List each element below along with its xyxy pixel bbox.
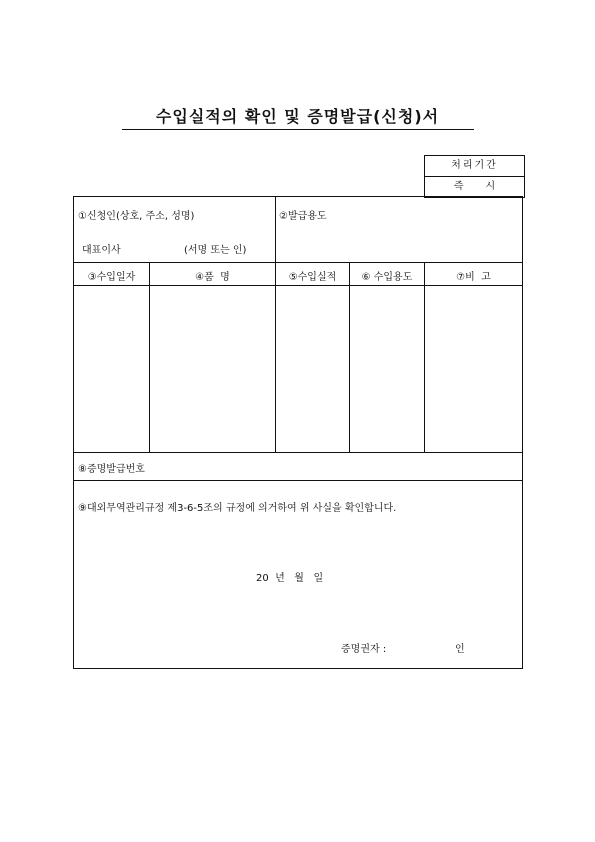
row-divider-header <box>74 285 522 286</box>
col-remarks: ⑦비 고 <box>456 272 491 283</box>
row-divider-applicant <box>74 262 522 263</box>
certifier-label: 증명권자 : <box>341 644 387 655</box>
confirmation-statement: ⑨대외무역관리규정 제3-6-5조의 규정에 의거하여 위 사실을 확인합니다. <box>78 503 397 514</box>
purpose-label: ②발급용도 <box>279 211 327 222</box>
col-divider-1 <box>149 262 150 452</box>
col-import-use: ⑥ 수입용도 <box>361 272 413 283</box>
applicant-label: ①신청인(상호, 주소, 성명) <box>78 211 195 222</box>
document-title: 수입실적의 확인 및 증명발급(신청)서 <box>155 107 440 126</box>
processing-period-header: 처리기간 <box>425 156 524 177</box>
processing-period-box <box>424 155 525 198</box>
processing-period-value: 즉시 <box>453 181 518 192</box>
signature-hint: (서명 또는 인) <box>184 245 247 256</box>
row-divider-cert <box>74 480 522 481</box>
col-item-name: ④품 명 <box>195 272 230 283</box>
application-form <box>73 196 523 669</box>
representative-label: 대표이사 <box>82 245 121 256</box>
certifier-seal: 인 <box>455 644 465 655</box>
cert-number-label: ⑧증명발급번호 <box>78 464 145 475</box>
col-import-amount: ⑤수입실적 <box>288 272 337 283</box>
row-divider-table-end <box>74 452 522 453</box>
date-line: 20 년 월 일 <box>256 573 324 584</box>
applicant-purpose-divider <box>275 197 276 262</box>
col-divider-4 <box>424 262 425 452</box>
col-divider-3 <box>349 262 350 452</box>
title-underline <box>122 129 474 130</box>
col-import-date: ③수입일자 <box>87 272 136 283</box>
col-divider-2 <box>275 262 276 452</box>
